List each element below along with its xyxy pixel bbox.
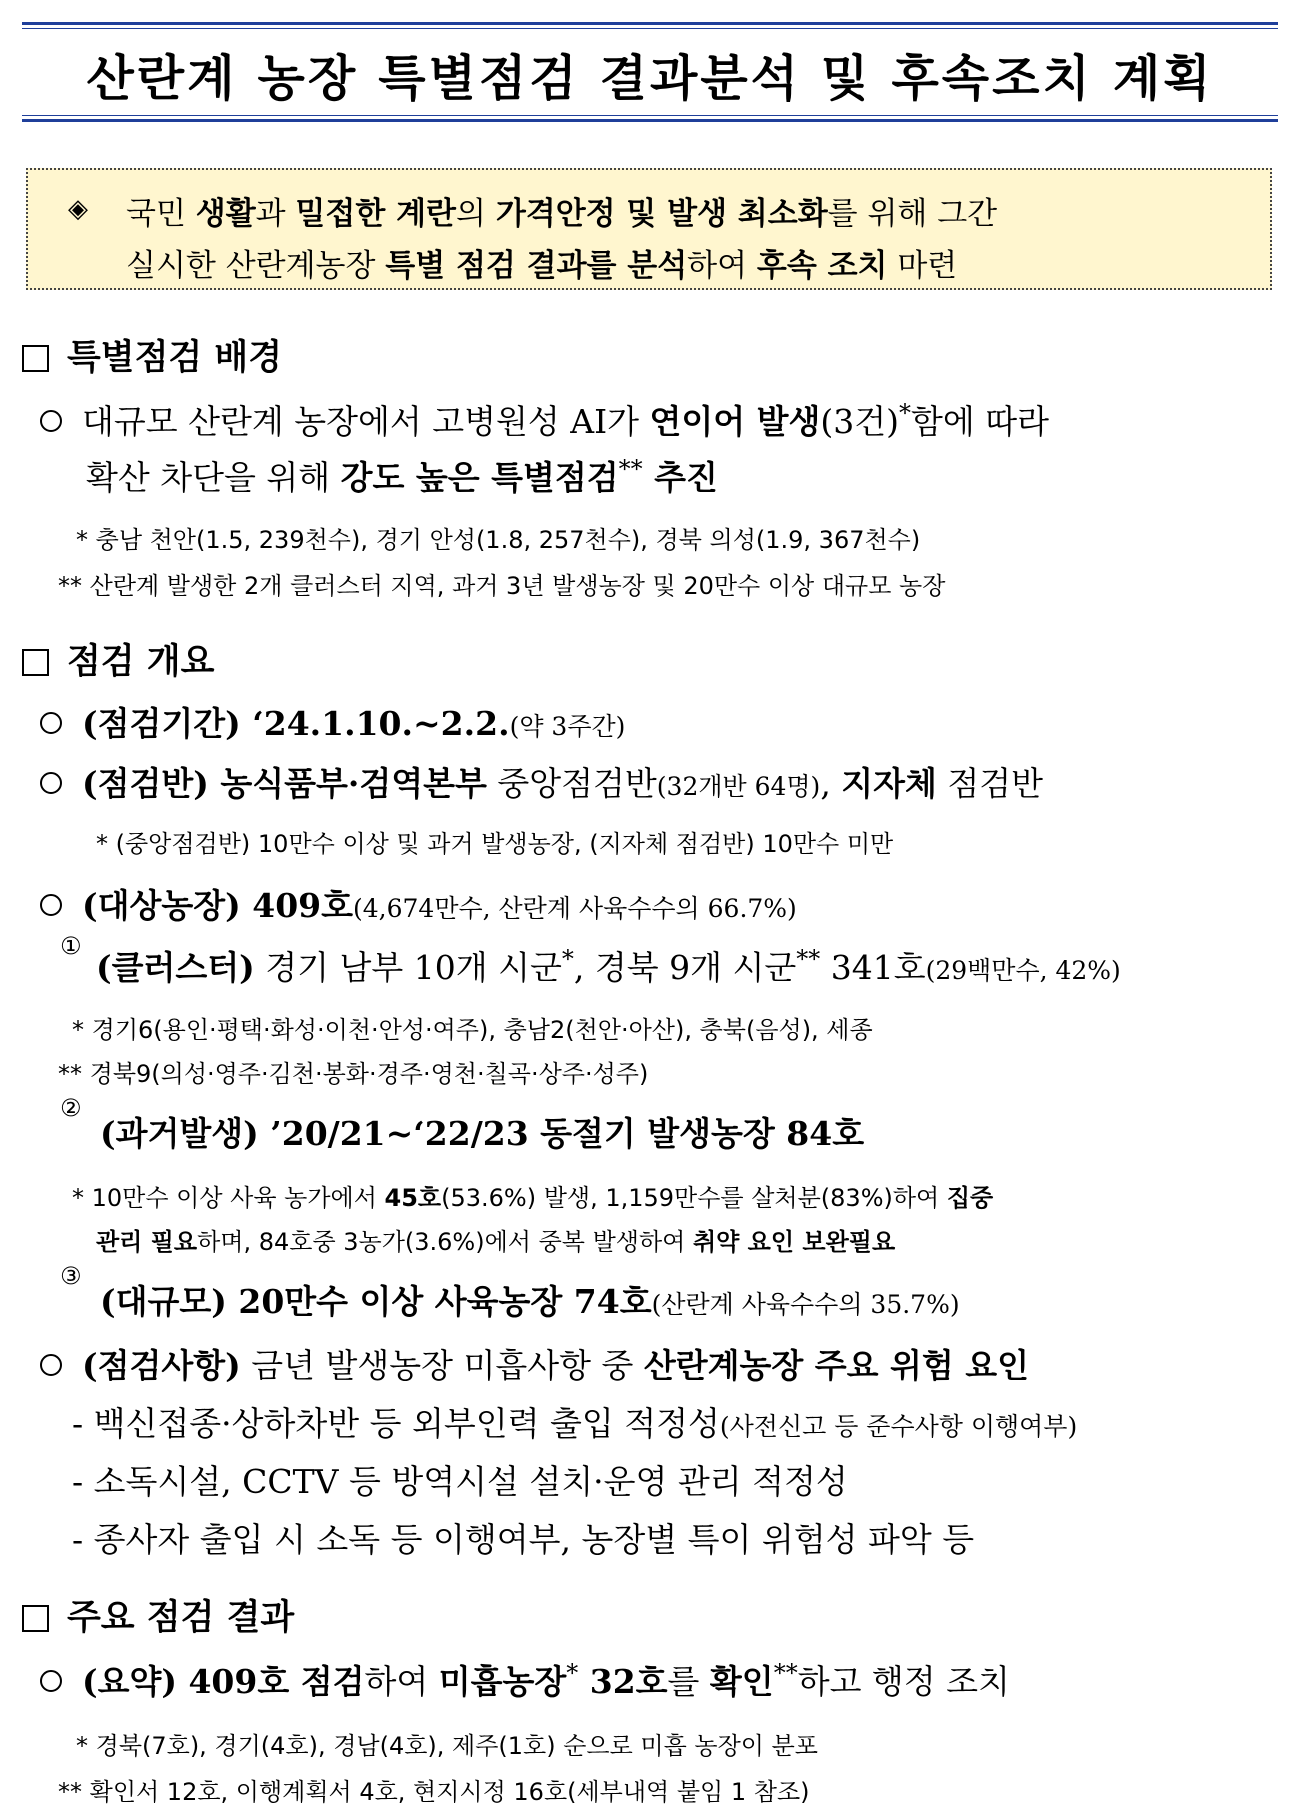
text: 32호 bbox=[578, 1662, 668, 1701]
overview-past-note-2 bbox=[96, 1222, 895, 1257]
overview-period bbox=[40, 698, 625, 745]
circle-bullet-icon bbox=[40, 1354, 62, 1376]
background-item-1-cont bbox=[86, 452, 718, 499]
overview-cluster bbox=[96, 942, 1121, 989]
footnote-mark: ** bbox=[796, 945, 821, 973]
text: 경기 남부 10개 시군 bbox=[254, 948, 562, 987]
text: 341호 bbox=[820, 948, 926, 987]
text: 관리 필요 bbox=[96, 1228, 198, 1256]
text: 20만수 이상 사육농장 74호 bbox=[226, 1282, 652, 1321]
text: 의 bbox=[456, 196, 496, 232]
text: 산란계농장 주요 위험 요인 bbox=[643, 1346, 1029, 1385]
results-note-1: * 경북(7호), 경기(4호), 경남(4호), 제주(1호) 순으로 미흡 농장이 분포 bbox=[76, 1732, 818, 1760]
text: * 10만수 이상 사육 농가에서 bbox=[72, 1184, 385, 1212]
text: 하며, 84호중 3농가(3.6%)에서 중복 발생하여 bbox=[197, 1228, 693, 1256]
heading-text: 특별점검 배경 bbox=[67, 338, 283, 378]
text: ‘24.1.10.~2.2. bbox=[240, 704, 510, 743]
text: 하여 bbox=[687, 248, 757, 284]
text: 실시한 산란계농장 bbox=[126, 248, 386, 284]
text: 과 bbox=[255, 196, 296, 232]
text: (요약) bbox=[82, 1662, 177, 1701]
text: 대규모 산란계 농장에서 고병원성 AI가 bbox=[82, 402, 650, 441]
text: (점검기간) bbox=[82, 704, 241, 743]
diamond-bullet-icon: ◈ bbox=[68, 194, 88, 224]
text: 함에 따라 bbox=[911, 402, 1050, 441]
overview-target bbox=[40, 880, 797, 927]
summary-box bbox=[26, 168, 1272, 290]
text: (약 3주간) bbox=[509, 712, 626, 741]
text: 집중 bbox=[946, 1184, 994, 1212]
overview-team bbox=[40, 758, 1043, 805]
text: (대규모) bbox=[100, 1282, 227, 1321]
text: 409호 점검 bbox=[176, 1662, 365, 1701]
text: (산란계 사육수수의 35.7%) bbox=[651, 1290, 960, 1319]
title-rule-bottom-thin bbox=[22, 115, 1278, 116]
title-banner bbox=[22, 22, 1278, 122]
overview-cluster-note-2: ** 경북9(의성·영주·김천·봉화·경주·영천·칠곡·상주·성주) bbox=[58, 1060, 649, 1088]
circle-bullet-icon bbox=[40, 772, 62, 794]
checkbox-square-icon bbox=[22, 345, 49, 372]
text: (점검반) bbox=[82, 764, 209, 803]
text: (53.6%) 발생, 1,159만수를 살처분(83%)하여 bbox=[441, 1184, 947, 1212]
checkbox-square-icon bbox=[22, 649, 49, 676]
footnote-mark: * bbox=[899, 399, 912, 427]
overview-large-scale bbox=[100, 1276, 960, 1323]
text: (점검사항) bbox=[82, 1346, 241, 1385]
text: , bbox=[820, 764, 842, 803]
text: 45호 bbox=[384, 1184, 442, 1212]
title-rule-top bbox=[22, 22, 1278, 25]
circled-number-3: ③ bbox=[60, 1262, 82, 1290]
overview-past-outbreak bbox=[100, 1108, 864, 1155]
footnote-mark: ** bbox=[618, 455, 643, 483]
text: (4,674만수, 산란계 사육수수의 66.7%) bbox=[353, 894, 797, 923]
check-item-1 bbox=[72, 1398, 1077, 1445]
text: (과거발생) bbox=[100, 1114, 259, 1153]
text: 가격안정 및 발생 최소화 bbox=[495, 196, 828, 232]
page-title: 산란계 농장 특별점검 결과분석 및 후속조치 계획 bbox=[86, 50, 1214, 107]
circle-bullet-icon bbox=[40, 712, 62, 734]
background-item-1 bbox=[40, 396, 1049, 443]
text: 생활 bbox=[195, 196, 256, 232]
text: 409호 bbox=[240, 886, 354, 925]
section-heading-background bbox=[22, 330, 282, 380]
text: (사전신고 등 준수사항 이행여부) bbox=[719, 1412, 1078, 1441]
text: 후속 조치 bbox=[756, 248, 888, 284]
text: 특별 점검 결과를 분석 bbox=[385, 248, 688, 284]
overview-team-note: * (중앙점검반) 10만수 이상 및 과거 발생농장, (지자체 점검반) 10만수 미만 bbox=[96, 830, 894, 858]
text: 금년 발생농장 미흡사항 중 bbox=[240, 1346, 644, 1385]
title-rule-bottom bbox=[22, 119, 1278, 122]
text: 국민 bbox=[126, 196, 196, 232]
text: 농식품부·검역본부 bbox=[208, 764, 487, 803]
text: (클러스터) bbox=[96, 948, 255, 987]
text: 하여 bbox=[364, 1662, 439, 1701]
footnote-mark: * bbox=[561, 945, 574, 973]
text: 추진 bbox=[642, 458, 718, 497]
check-item-3: - 종사자 출입 시 소독 등 이행여부, 농장별 특이 위험성 파악 등 bbox=[72, 1520, 975, 1559]
title-rule-top-thin bbox=[22, 28, 1278, 29]
text: 미흡농장 bbox=[438, 1662, 567, 1701]
text: (3건) bbox=[820, 402, 900, 441]
results-note-2: ** 확인서 12호, 이행계획서 4호, 현지시정 16호(세부내역 붙임 1 참조) bbox=[58, 1778, 810, 1806]
text: 확인 bbox=[709, 1662, 774, 1701]
checkbox-square-icon bbox=[22, 1605, 49, 1632]
text: 지자체 bbox=[841, 764, 937, 803]
background-note-2: ** 산란계 발생한 2개 클러스터 지역, 과거 3년 발생농장 및 20만수 이상 대규모 농장 bbox=[58, 572, 946, 600]
text: , 경북 9개 시군 bbox=[573, 948, 797, 987]
overview-past-note-1 bbox=[72, 1178, 993, 1213]
text: - 백신접종·상하차반 등 외부인력 출입 적정성 bbox=[72, 1404, 720, 1443]
text: 중앙점검반 bbox=[486, 764, 657, 803]
footnote-mark: ** bbox=[773, 1659, 798, 1687]
overview-cluster-note-1: * 경기6(용인·평택·화성·이천·안성·여주), 충남2(천안·아산), 충북(음성), 세종 bbox=[72, 1016, 873, 1044]
section-heading-results bbox=[22, 1590, 294, 1640]
text: 밀접한 계란 bbox=[295, 196, 456, 232]
text: ’20/21~‘22/23 동절기 발생농장 84호 bbox=[258, 1114, 865, 1153]
heading-text: 점검 개요 bbox=[67, 642, 215, 682]
footnote-mark: * bbox=[566, 1659, 579, 1687]
check-item-2: - 소독시설, CCTV 등 방역시설 설치·운영 관리 적정성 bbox=[72, 1462, 848, 1501]
heading-text: 주요 점검 결과 bbox=[67, 1598, 295, 1638]
background-note-1: * 충남 천안(1.5, 239천수), 경기 안성(1.8, 257천수), 경북 의성(1.9, 367천수) bbox=[76, 526, 921, 554]
section-heading-overview bbox=[22, 634, 214, 684]
circled-number-1: ① bbox=[60, 932, 82, 960]
text: 연이어 발생 bbox=[649, 402, 821, 441]
text: (대상농장) bbox=[82, 886, 241, 925]
circled-number-2: ② bbox=[60, 1094, 82, 1122]
text: 를 위해 그간 bbox=[827, 196, 998, 232]
text: 점검반 bbox=[936, 764, 1044, 803]
text: (32개반 64명) bbox=[656, 772, 821, 801]
results-summary bbox=[40, 1656, 1010, 1703]
circle-bullet-icon bbox=[40, 1670, 62, 1692]
circle-bullet-icon bbox=[40, 410, 62, 432]
text: 확산 차단을 위해 bbox=[86, 458, 341, 497]
text: 를 bbox=[667, 1662, 710, 1701]
text: 하고 행정 조치 bbox=[797, 1662, 1010, 1701]
summary-line-1 bbox=[126, 188, 997, 233]
text: (29백만수, 42%) bbox=[925, 956, 1121, 985]
text: 강도 높은 특별점검 bbox=[340, 458, 619, 497]
circle-bullet-icon bbox=[40, 894, 62, 916]
summary-line-2 bbox=[126, 240, 957, 285]
overview-check-items bbox=[40, 1340, 1029, 1387]
text: 마련 bbox=[887, 248, 958, 284]
text: 취약 요인 보완필요 bbox=[692, 1228, 896, 1256]
